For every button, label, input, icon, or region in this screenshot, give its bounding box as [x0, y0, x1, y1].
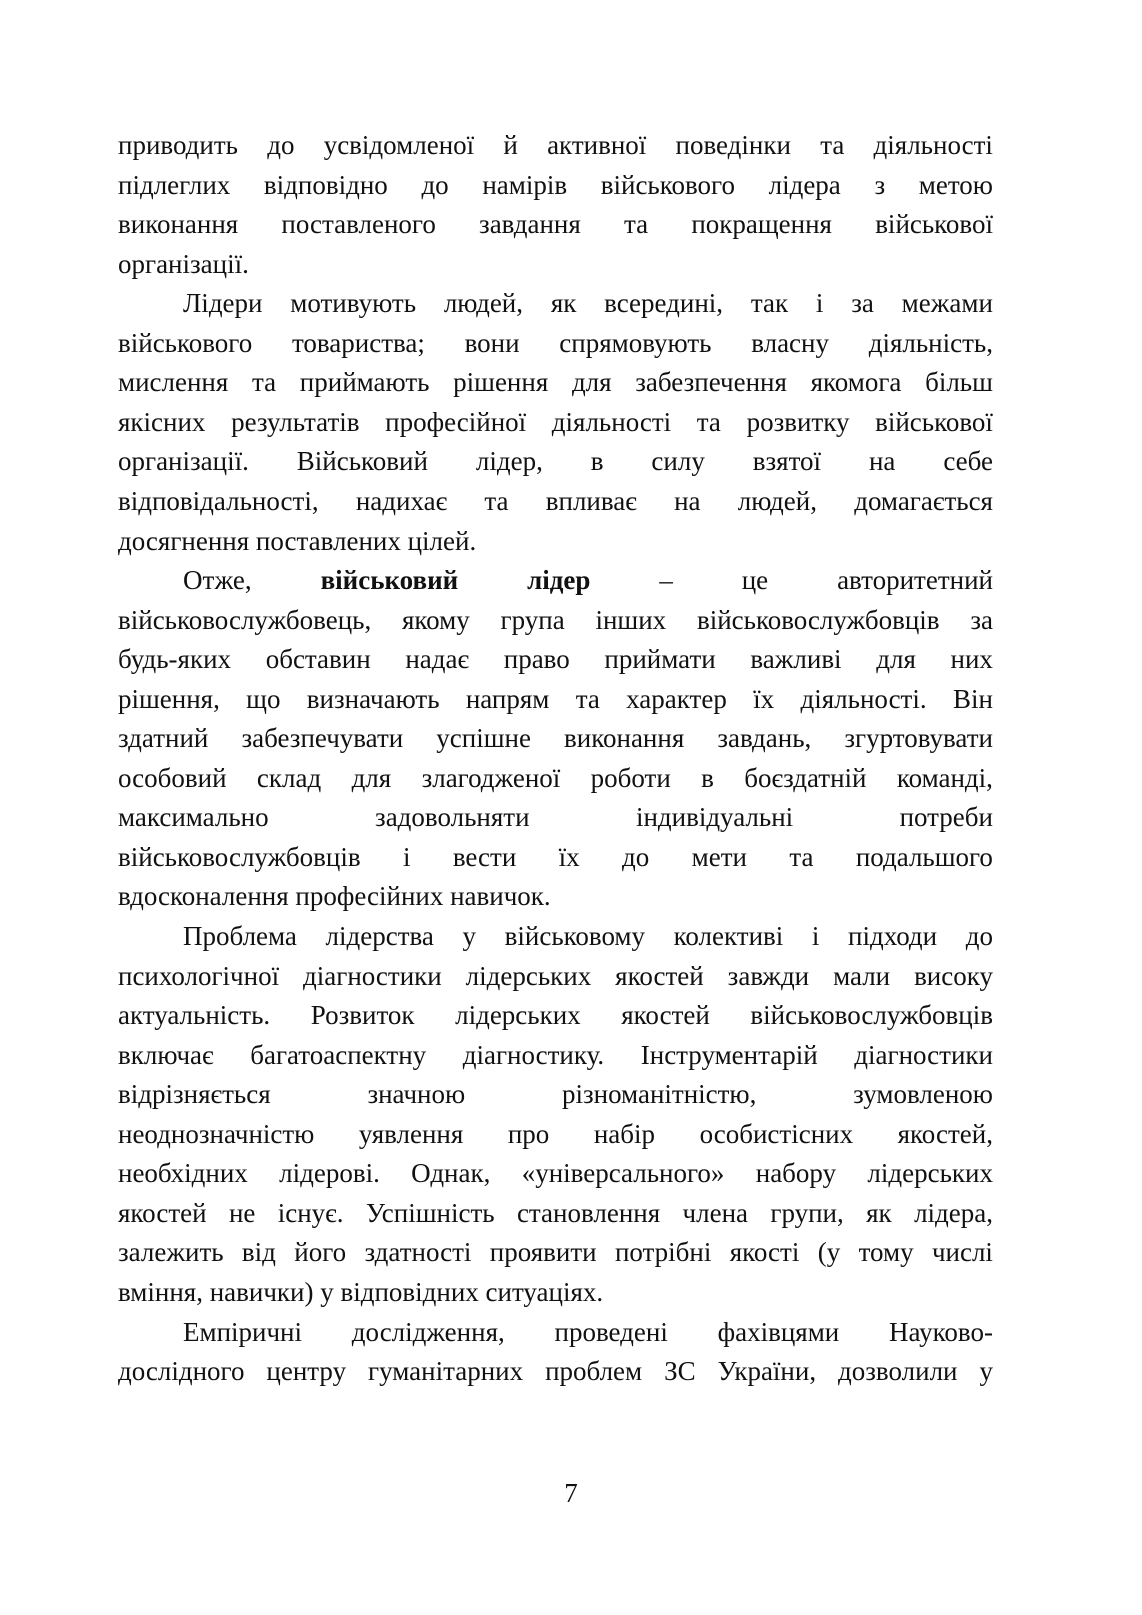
word: проблем	[545, 1356, 643, 1387]
word: неоднозначністю	[118, 1118, 315, 1149]
word: колективі	[673, 921, 784, 951]
word: діагностику.	[462, 1039, 605, 1070]
word: активної	[547, 130, 647, 160]
word: групи,	[770, 1197, 844, 1228]
text-line	[118, 1035, 993, 1075]
text-line	[183, 916, 993, 956]
text-line	[118, 362, 993, 402]
text-line	[118, 600, 993, 640]
page-number: 7	[564, 1478, 578, 1508]
word: особовий	[118, 762, 227, 793]
text-line	[118, 995, 993, 1035]
text-line	[118, 165, 993, 205]
word: в	[590, 446, 604, 477]
word: у	[462, 921, 477, 951]
word: та	[624, 209, 649, 240]
word: за	[851, 288, 874, 319]
word: усвідомленої	[323, 130, 475, 160]
text-line: організації.	[118, 248, 249, 279]
word: підлеглих	[118, 169, 231, 200]
word: відрізняється	[118, 1079, 271, 1110]
text-line	[118, 679, 993, 719]
word: військовослужбовців	[696, 604, 940, 635]
word: багатоаспектну	[250, 1039, 427, 1070]
word: військовому	[504, 921, 646, 951]
word: завдання	[479, 209, 581, 240]
word: значною	[367, 1079, 466, 1110]
word: намірів	[482, 169, 568, 200]
text-line	[118, 797, 993, 837]
word: лідерських	[465, 960, 592, 991]
word: приводить	[118, 130, 238, 160]
word: центру	[266, 1356, 347, 1387]
word: Військовий	[296, 446, 428, 477]
word: спрямовують	[559, 327, 712, 358]
text-line	[118, 639, 993, 679]
word: Успішність	[365, 1197, 495, 1228]
word: України,	[717, 1356, 817, 1387]
word: інших	[595, 604, 667, 635]
word: діяльності.	[800, 683, 927, 714]
word: людей,	[737, 485, 817, 516]
word: становлення	[516, 1197, 661, 1228]
word: якомога	[810, 367, 902, 398]
word: члена	[682, 1197, 749, 1228]
word: як	[550, 288, 577, 319]
text-line	[183, 1312, 993, 1352]
word: будь-яких	[118, 644, 232, 675]
text-line	[118, 1153, 993, 1193]
text-line	[118, 1193, 993, 1233]
word: Проблема	[183, 921, 297, 951]
word: особистісних	[699, 1118, 854, 1149]
word: для	[876, 644, 916, 675]
word: –	[659, 565, 673, 596]
word: них	[950, 644, 993, 675]
text-line	[118, 441, 993, 481]
word: команді,	[896, 762, 993, 793]
text-line: досягнення поставлених цілей.	[118, 525, 477, 556]
text-line: вміння, навички) у відповідних ситуаціях.	[118, 1276, 604, 1307]
word: військовослужбовців	[118, 841, 361, 872]
word: лідерських	[455, 1000, 581, 1031]
word: задовольняти	[375, 802, 530, 833]
text-line	[118, 204, 993, 244]
word: впливає	[545, 485, 637, 516]
word: ЗС	[664, 1356, 696, 1387]
text-line	[118, 1074, 993, 1114]
text-line	[183, 560, 993, 600]
word: лідера,	[914, 1197, 993, 1228]
word: організації.	[118, 446, 249, 477]
word: злагодженої	[421, 762, 561, 793]
word: якому	[402, 604, 470, 635]
text-line: вдосконалення професійних навичок.	[118, 881, 551, 912]
word: лідерові.	[279, 1158, 380, 1189]
word: потреби	[899, 802, 993, 833]
word: авторитетний	[837, 565, 993, 596]
word: гуманітарних	[368, 1356, 524, 1387]
word: для	[351, 762, 392, 793]
word: їх	[558, 841, 580, 872]
word: забезпечувати	[241, 723, 404, 754]
word: та	[820, 130, 845, 160]
word: мислення	[118, 367, 229, 398]
word: надає	[405, 644, 470, 675]
word: лідер,	[475, 446, 543, 477]
word: до	[622, 841, 650, 872]
word: Однак,	[411, 1158, 491, 1189]
word: набору	[755, 1158, 837, 1189]
word: метою	[918, 169, 993, 200]
word: уявлення	[358, 1118, 464, 1149]
word: що	[246, 683, 281, 714]
word: в	[701, 762, 714, 793]
word: виконання	[118, 209, 239, 240]
word: мети	[691, 841, 747, 872]
word: високу	[914, 960, 993, 991]
word: дозволили	[838, 1356, 958, 1387]
text-line	[118, 758, 993, 798]
word: мали	[833, 960, 891, 991]
word: силу	[651, 446, 705, 477]
text-line	[118, 956, 993, 996]
word: приймати	[604, 644, 716, 675]
word: характер	[626, 683, 727, 714]
word: відповідальності,	[118, 485, 319, 516]
word: Розвиток	[310, 1000, 415, 1031]
word: (у	[817, 1237, 841, 1268]
word: потрібні	[614, 1237, 712, 1268]
word: на	[868, 446, 896, 477]
word: розвитку	[746, 406, 850, 437]
word: дослідного	[118, 1356, 245, 1387]
word: здатності	[364, 1237, 472, 1268]
word: та	[575, 683, 600, 714]
word: виконання	[564, 723, 685, 754]
word: поставленого	[281, 209, 436, 240]
word: індивідуальні	[635, 802, 794, 833]
word: обставин	[265, 644, 371, 675]
word: межами	[901, 288, 993, 319]
text-line	[118, 323, 993, 363]
text-line	[118, 125, 993, 165]
word: Лідери	[183, 288, 263, 319]
word: більш	[925, 367, 993, 398]
word: це	[741, 565, 769, 596]
text-line	[118, 1114, 993, 1154]
word: якостей	[118, 1197, 207, 1228]
word: роботи	[590, 762, 671, 793]
word: завдань,	[717, 723, 812, 754]
text-line	[118, 1351, 993, 1391]
word: лідерських	[867, 1158, 993, 1189]
word: проявити	[489, 1237, 597, 1268]
text-line	[118, 1232, 993, 1272]
word: їх	[753, 683, 775, 714]
word: важливі	[750, 644, 842, 675]
word: військового	[600, 169, 735, 200]
word: діагностики	[303, 960, 442, 991]
text-line	[118, 402, 993, 442]
word: у	[979, 1356, 993, 1387]
word: здатний	[118, 723, 209, 754]
word: включає	[118, 1039, 214, 1070]
word: залежить	[118, 1237, 224, 1268]
word: та	[789, 841, 814, 872]
word: Він	[952, 683, 993, 714]
word: діагностики	[854, 1039, 993, 1070]
word: і	[815, 288, 824, 319]
word: товариства;	[291, 327, 425, 358]
word: мотивують	[290, 288, 417, 319]
word: домагається	[854, 485, 993, 516]
word: якостей,	[897, 1118, 993, 1149]
word: зумовленою	[853, 1079, 993, 1110]
word: його	[294, 1237, 347, 1268]
word: Емпіричні	[183, 1316, 303, 1347]
word: взятої	[752, 446, 822, 477]
word: числі	[931, 1237, 993, 1268]
word: група	[500, 604, 565, 635]
word: професійної	[385, 406, 527, 437]
word: рішення	[453, 367, 549, 398]
word: для	[571, 367, 612, 398]
word: результатів	[231, 406, 360, 437]
bold-term-word: лідер	[527, 565, 591, 596]
word: вони	[464, 327, 520, 358]
word: напрям	[465, 683, 550, 714]
word: лідерства	[325, 921, 434, 951]
word: військовослужбовець,	[118, 604, 372, 635]
word: за	[970, 604, 993, 635]
bold-term-word: військовий	[320, 565, 459, 596]
text-line	[118, 718, 993, 758]
word: завжди	[727, 960, 810, 991]
word: та	[696, 406, 721, 437]
word: Отже,	[183, 565, 252, 596]
word: різноманітністю,	[561, 1079, 757, 1110]
word: не	[228, 1197, 256, 1228]
word: згуртовувати	[844, 723, 993, 754]
word: забезпечення	[635, 367, 787, 398]
word: та	[251, 367, 277, 398]
word: до	[421, 169, 449, 200]
word: й	[503, 130, 518, 160]
word: надихає	[355, 485, 448, 516]
word: приймають	[299, 367, 430, 398]
word: до	[267, 130, 295, 160]
word: лідера	[768, 169, 841, 200]
word: «універсального»	[521, 1158, 725, 1189]
word: від	[241, 1237, 276, 1268]
word: боєздатній	[744, 762, 867, 793]
word: з	[874, 169, 886, 200]
word: військової	[875, 406, 993, 437]
word: успішне	[436, 723, 531, 754]
word: якості	[729, 1237, 800, 1268]
word: військового	[118, 327, 253, 358]
word: власну	[751, 327, 829, 358]
word: людей,	[443, 288, 524, 319]
word: діяльність,	[868, 327, 993, 358]
word: актуальність.	[118, 1000, 271, 1031]
word: право	[503, 644, 570, 675]
word: військовослужбовців	[750, 1000, 993, 1031]
word: підходи	[848, 921, 938, 951]
word: визначають	[306, 683, 440, 714]
word: і	[402, 841, 411, 872]
word: необхідних	[118, 1158, 248, 1189]
word: існує.	[277, 1197, 344, 1228]
word: вести	[452, 841, 517, 872]
word: проведені	[554, 1316, 668, 1347]
word: діяльності	[551, 406, 672, 437]
word: якісних	[118, 406, 206, 437]
word: поведінки	[675, 130, 791, 160]
word: максимально	[118, 802, 269, 833]
word: подальшого	[855, 841, 993, 872]
word: набір	[593, 1118, 656, 1149]
word: та	[484, 485, 509, 516]
word: якостей	[615, 960, 704, 991]
text-line	[118, 481, 993, 521]
word: до	[965, 921, 993, 951]
word: Інструментарій	[640, 1039, 818, 1070]
word: тому	[858, 1237, 914, 1268]
word: військової	[875, 209, 993, 240]
word: дослідження,	[351, 1316, 505, 1347]
word: покращення	[691, 209, 832, 240]
word: відповідно	[263, 169, 388, 200]
word: фахівцями	[717, 1316, 840, 1347]
text-line	[183, 283, 993, 323]
word: Науково-	[889, 1316, 993, 1347]
word: склад	[256, 762, 322, 793]
word: всередині,	[604, 288, 724, 319]
word: психологічної	[118, 960, 280, 991]
word: себе	[943, 446, 993, 477]
word: про	[507, 1118, 550, 1149]
word: на	[674, 485, 701, 516]
word: як	[866, 1197, 892, 1228]
word: і	[811, 921, 820, 951]
word: якостей	[621, 1000, 710, 1031]
text-line	[118, 837, 993, 877]
word: рішення,	[118, 683, 220, 714]
word: діяльності	[873, 130, 993, 160]
word: так	[750, 288, 789, 319]
